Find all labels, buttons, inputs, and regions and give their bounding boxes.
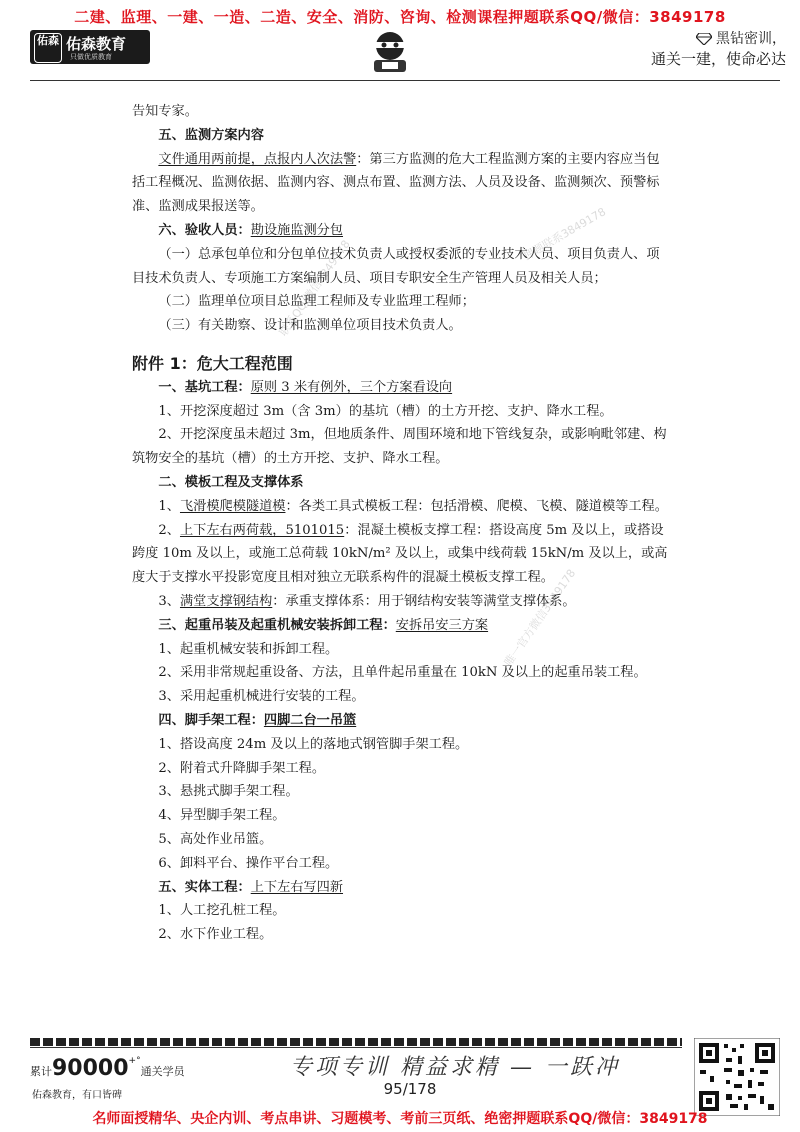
stat-suffix: 通关学员: [140, 1065, 185, 1078]
mnemonic-underlined: 满堂支撑钢结构: [179, 593, 273, 609]
heading-text: 四、脚手架工程：: [158, 712, 264, 728]
list-item: 2、附着式升降脚手架工程。: [158, 760, 326, 776]
list-item: 3、悬挑式脚手架工程。: [158, 784, 299, 800]
mnemonic-underlined: 勘设施监测分包: [250, 222, 344, 238]
footer-divider: [30, 1047, 682, 1048]
mnemonic-underlined: 安拆吊安三方案: [395, 617, 489, 633]
section-heading: [132, 219, 672, 243]
bottom-promo-banner: 名师面授精华、央企内训、考点串讲、习题模考、考前三页纸、绝密押题联系QQ/微信：3849178: [92, 1111, 708, 1127]
list-item: 4、异型脚手架工程。: [158, 808, 286, 824]
paragraph-text: ：第三方监测的危大工程监测方案的主要内容应当包括工程概况、监测依据、监测内容、测点布置、监测方法、人员及设备、监测频次、预警标准、监测成果报送等。: [132, 151, 660, 215]
list-item: 1、开挖深度超过 3m（含 3m）的基坑（槽）的土方开挖、支护、降水工程。: [158, 403, 613, 419]
list-item: [132, 495, 672, 519]
footer-stat: [30, 1056, 185, 1081]
list-item: 1、搭设高度 24m 及以上的落地式钢管脚手架工程。: [158, 736, 469, 752]
stat-prefix: 累计: [30, 1065, 52, 1078]
slogan-text-1: 黑钻密训，: [716, 31, 786, 47]
document-body: [132, 100, 672, 947]
mascot-icon: [360, 26, 420, 76]
heading-text: 六、验收人员：: [158, 222, 251, 238]
watermark-2: 唯一官方微信3849178: [501, 566, 579, 669]
list-item: 6、卸料平台、操作平台工程。: [158, 855, 339, 871]
section-heading: [132, 376, 672, 400]
paragraph: 告知专家。: [132, 104, 198, 119]
list-item: 1、起重机械安装和拆卸工程。: [158, 641, 339, 657]
paragraph: （二）监理单位项目总监理工程师及专业监理工程师；: [158, 294, 475, 310]
mnemonic-underlined: 飞滑模爬模隧道模: [179, 498, 286, 514]
footer-dashed-rule: [30, 1038, 682, 1046]
item-number: 1、: [158, 498, 180, 514]
paragraph: [132, 148, 672, 219]
company-logo: [30, 30, 150, 64]
mnemonic-underlined: 文件通用两前提，点报内人次法警: [158, 151, 357, 167]
annex-title: 附件 1：危大工程范围: [132, 353, 293, 373]
watermark-3: 押题联系3849178: [521, 205, 609, 263]
item-text: ：各类工具式模板工程：包括滑模、爬模、飞模、隧道模等工程。: [285, 498, 668, 514]
item-number: 3、: [158, 593, 180, 609]
mnemonic-underlined: 原则 3 米有例外，三个方案看设向: [250, 379, 453, 395]
diamond-icon: [696, 33, 712, 45]
list-item: 2、水下作业工程。: [158, 927, 273, 943]
mnemonic-underlined: 上下左右写四新: [250, 879, 344, 895]
list-item: [132, 519, 672, 590]
logo-seal: 佑森: [34, 33, 62, 63]
list-item: 2、采用非常规起重设备、方法，且单件起吊重量在 10kN 及以上的起重吊装工程。: [158, 665, 647, 681]
section-heading: [132, 614, 672, 638]
slogan-line-1: [636, 28, 786, 48]
section-heading: 二、模板工程及支撑体系: [158, 474, 304, 490]
list-item: 1、人工挖孔桩工程。: [158, 903, 286, 919]
footer-company: 佑森教育，有口皆碑: [32, 1090, 122, 1101]
handwritten-motto: 专项专训 精益求精 — 一跃冲: [290, 1055, 620, 1080]
section-heading: 五、监测方案内容: [158, 127, 264, 143]
stat-number: 90000: [52, 1056, 129, 1081]
heading-text: 一、基坑工程：: [158, 379, 251, 395]
heading-text: 五、实体工程：: [158, 879, 251, 895]
logo-slogan: 只做优质教育: [70, 53, 112, 61]
header-divider: [30, 80, 780, 81]
logo-name: 佑森教育: [66, 35, 127, 53]
list-item: 2、开挖深度虽未超过 3m，但地质条件、周围环境和地下管线复杂，或影响毗邻建、构筑物安全的基坑（槽）的土方开挖、支护、降水工程。: [132, 427, 667, 467]
slogan-line-2: 通关一建，使命必达: [650, 50, 786, 68]
item-text: ：混凝土模板支撑工程：搭设高度 5m 及以上，或搭设跨度 10m 及以上，或施工总荷载 10kN/m² 及以上，或集中线荷载 15kN/m 及以上，或高度大于支撑水平投影宽度且相对独立无联系构件的混凝土模板支撑工程。: [132, 522, 668, 586]
stat-sup: +°: [128, 1056, 141, 1066]
list-item: [132, 590, 672, 614]
top-promo-banner: 二建、监理、一建、一造、二造、安全、消防、咨询、检测课程押题联系QQ/微信：3849178: [74, 8, 726, 26]
paragraph: （三）有关勘察、设计和监测单位项目技术负责人。: [158, 318, 462, 334]
mnemonic-underlined: 四脚二台一吊篮: [263, 712, 357, 728]
item-number: 2、: [158, 522, 180, 538]
mnemonic-underlined: 上下左右两荷载，5101015: [179, 522, 345, 538]
section-heading: [132, 709, 672, 733]
section-heading: [132, 876, 672, 900]
heading-text: 三、起重吊装及起重机械安装拆卸工程：: [158, 617, 396, 633]
list-item: 5、高处作业吊篮。: [158, 831, 273, 847]
item-text: ：承重支撑体系：用于钢结构安装等满堂支撑体系。: [272, 593, 576, 609]
qr-code-icon: [694, 1038, 780, 1116]
list-item: 3、采用起重机械进行安装的工程。: [158, 689, 365, 705]
page-number: 95/178: [383, 1080, 437, 1098]
paragraph: （一）总承包单位和分包单位技术负责人或授权委派的专业技术人员、项目负责人、项目技术负责人、专项施工方案编制人员、项目专职安全生产管理人员及相关人员；: [132, 246, 660, 286]
watermark-1: 联系QQ/微信3849178: [276, 237, 353, 339]
